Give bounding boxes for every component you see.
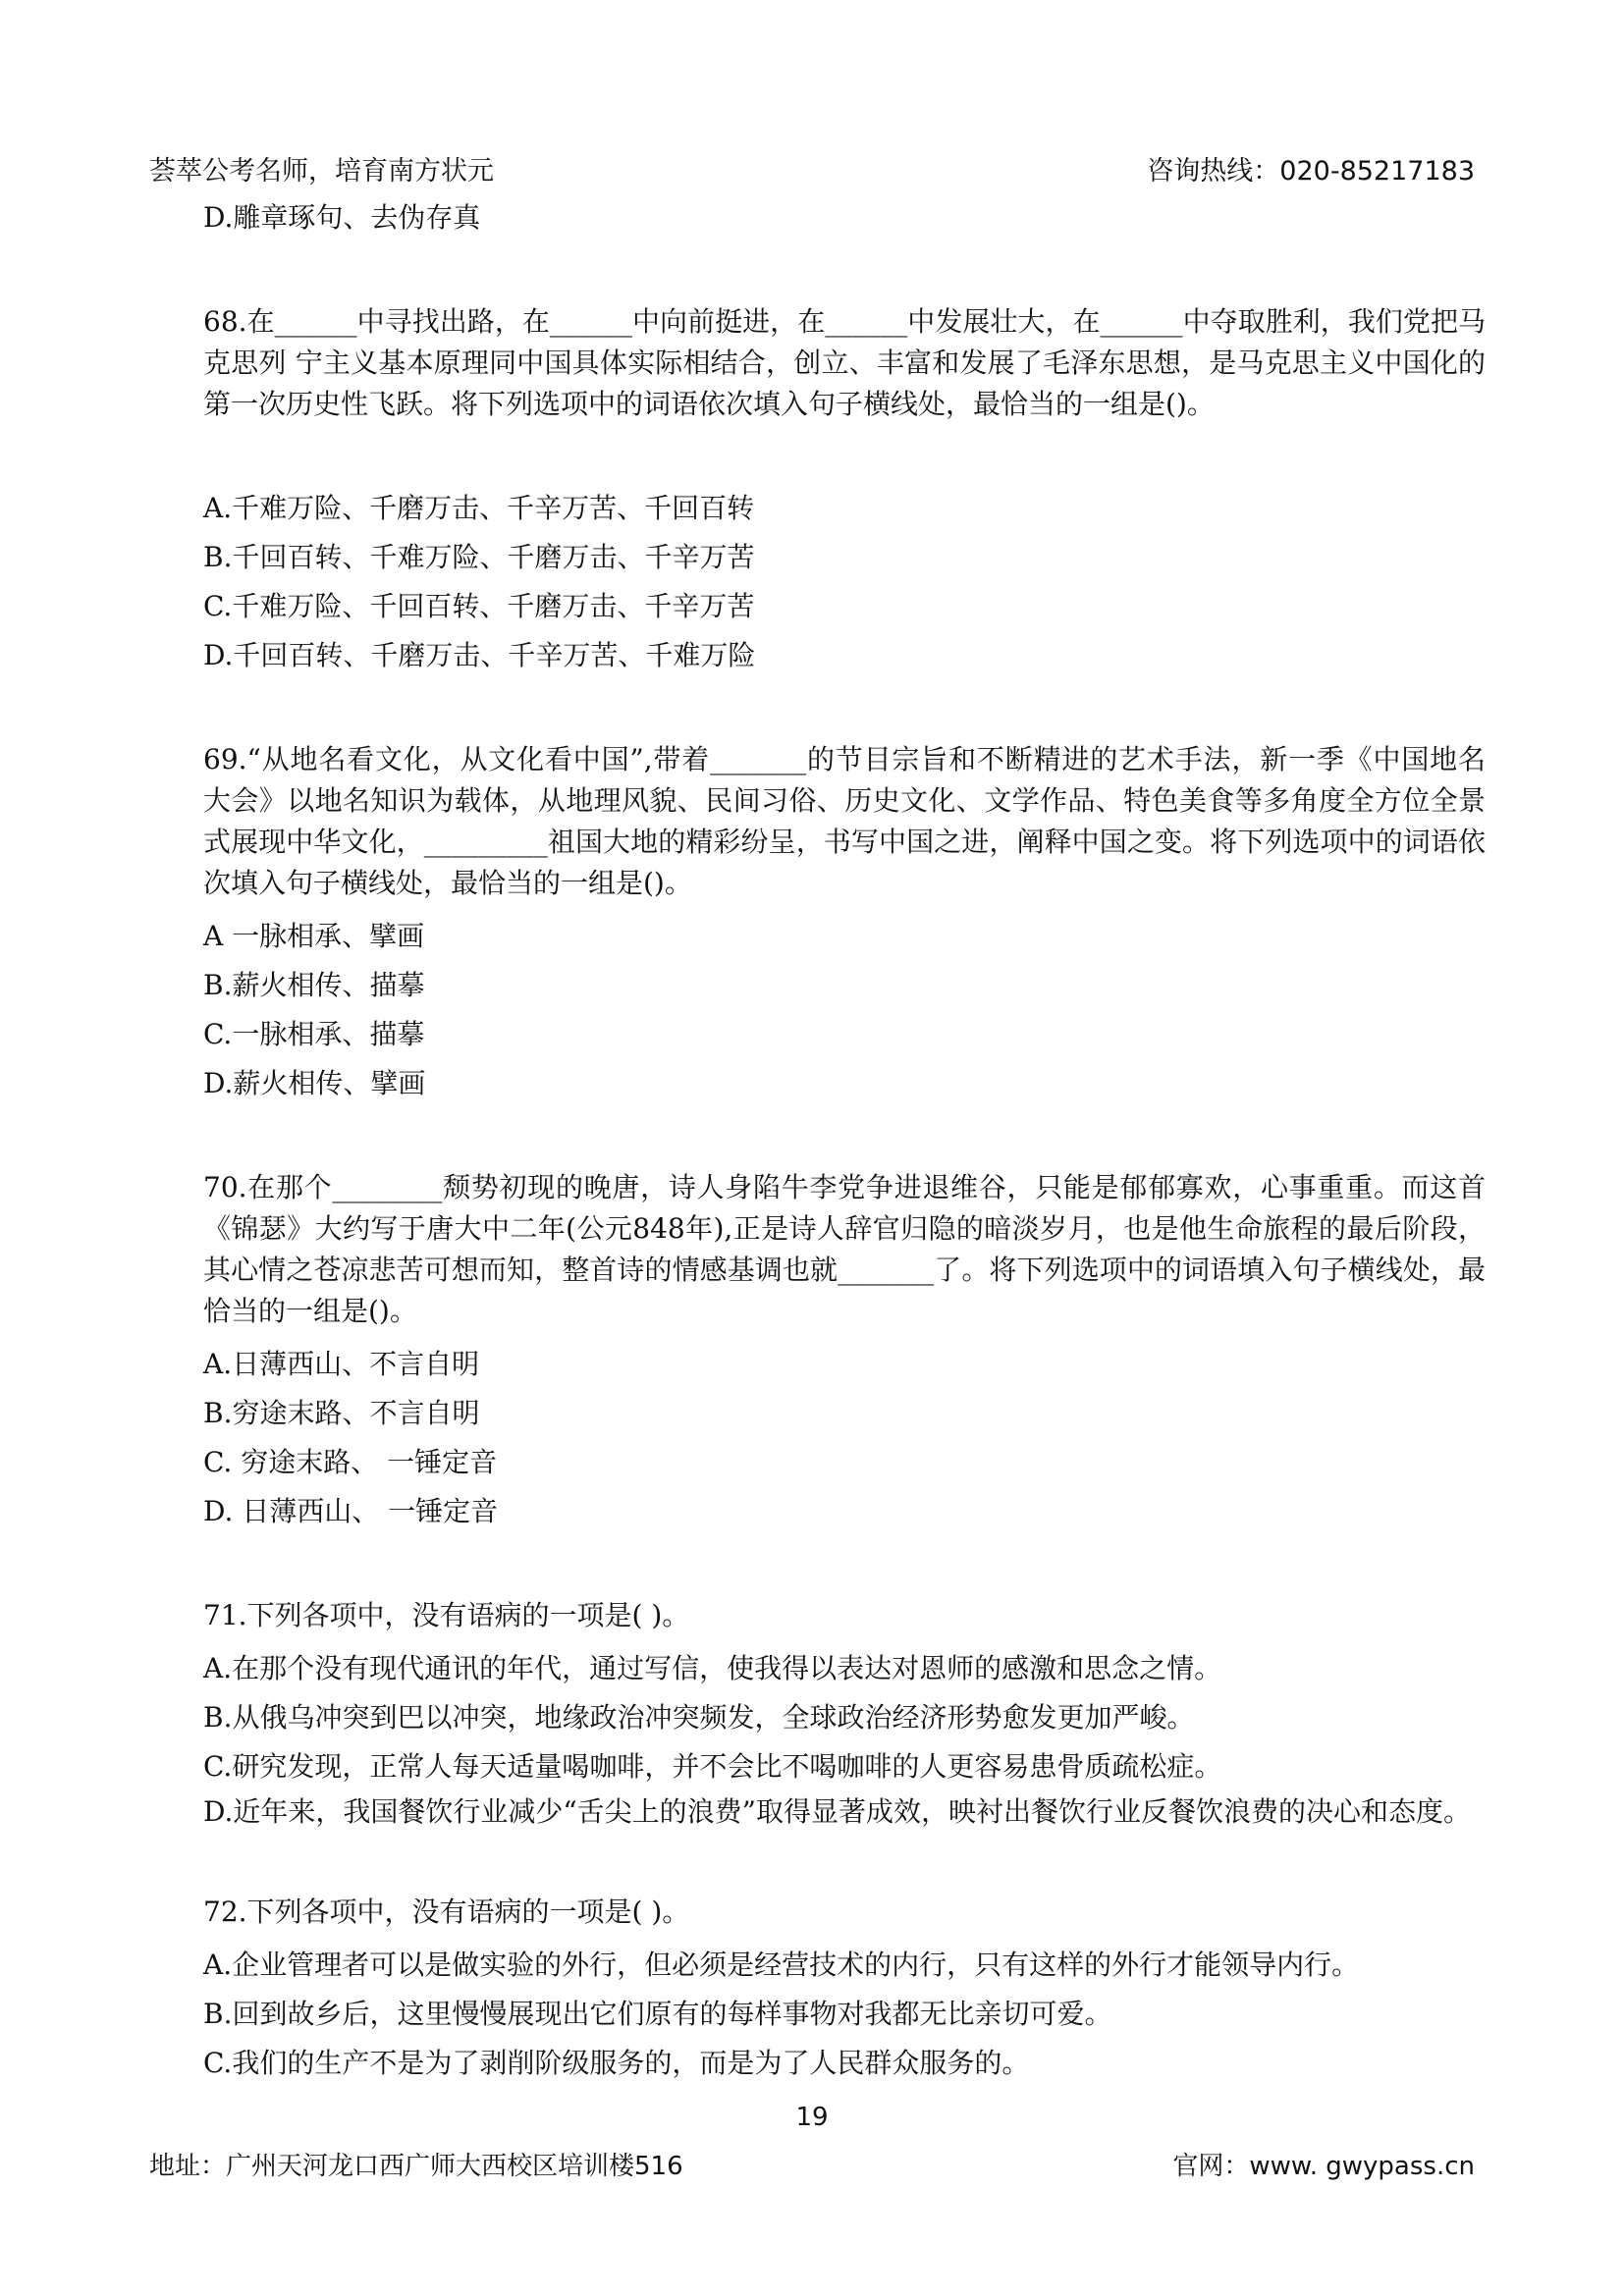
document-body xyxy=(203,193,1486,2088)
question-69-option-c: C.一脉相承、描摹 xyxy=(203,1018,425,1050)
page-footer xyxy=(149,2103,1475,2181)
question-67-option-d: D.雕章琢句、去伪存真 xyxy=(203,201,481,234)
question-68-option-d: D.千回百转、千磨万击、千辛万苦、千难万险 xyxy=(203,639,756,671)
header-slogan: 荟萃公考名师，培育南方状元 xyxy=(149,156,494,187)
question-68 xyxy=(203,301,1486,680)
page-number: 19 xyxy=(795,2103,829,2132)
question-69-option-d: D.薪火相传、擘画 xyxy=(203,1067,426,1099)
question-70-option-b: B.穷途末路、不言自明 xyxy=(203,1397,480,1429)
footer-address: 地址：广州天河龙口西广师大西校区培训楼516 xyxy=(149,2152,683,2181)
question-69-stem: 69.“从地名看文化，从文化看中国”,带着_______的节目宗旨和不断精进的艺术手法，新一季《中国地名 大会》以地名知识为载体，从地理风貌、民间习俗、历史文化、文学作品、特色美食等多角度全方位全景 式展现中华文化，_________祖国大地的精彩纷呈，书写中国之进，阐释中国之变。将下列选项中的词语依次填入句子横线处，最恰当的一组是()。 xyxy=(203,743,1486,899)
question-70-option-d: D. 日薄西山、 一锤定音 xyxy=(203,1495,499,1527)
question-71-option-a: A.在那个没有现代通讯的年代，通过写信，使我得以表达对恩师的感激和思念之情。 xyxy=(203,1652,1222,1684)
question-71-option-b: B.从俄乌冲突到巴以冲突，地缘政治冲突频发，全球政治经济形势愈发更加严峻。 xyxy=(203,1701,1195,1734)
footer-website: 官网：www. gwypass.cn xyxy=(1172,2152,1475,2181)
question-72-option-b: B.回到故乡后，这里慢慢展现出它们原有的每样事物对我都无比亲切可爱。 xyxy=(203,1998,1112,2030)
question-69 xyxy=(203,739,1486,1108)
question-71 xyxy=(203,1595,1486,1833)
header-hotline: 咨询热线：020-85217183 xyxy=(1147,156,1475,187)
question-72-stem: 72.下列各项中，没有语病的一项是( )。 xyxy=(203,1896,690,1928)
question-70-option-a: A.日薄西山、不言自明 xyxy=(203,1348,480,1380)
question-68-option-a: A.千难万险、千磨万击、千辛万苦、千回百转 xyxy=(203,492,755,524)
question-72-option-a: A.企业管理者可以是做实验的外行，但必须是经营技术的内行，只有这样的外行才能领导内行。 xyxy=(203,1949,1360,1981)
question-69-option-b: B.薪火相传、描摹 xyxy=(203,969,425,1001)
question-69-option-a: A 一脉相承、擘画 xyxy=(203,920,425,952)
question-68-option-b: B.千回百转、千难万险、千磨万击、千辛万苦 xyxy=(203,541,755,573)
question-68-option-c: C.千难万险、千回百转、千磨万击、千辛万苦 xyxy=(203,590,755,622)
question-71-option-d: D.近年来，我国餐饮行业减少“舌尖上的浪费”取得显著成效，映衬出餐饮行业反餐饮浪费的决心和态度。 xyxy=(203,1795,1471,1828)
question-72 xyxy=(203,1892,1486,2088)
question-71-option-c: C.研究发现，正常人每天适量喝咖啡，并不会比不喝咖啡的人更容易患骨质疏松症。 xyxy=(203,1750,1222,1783)
question-70-stem: 70.在那个________颓势初现的晚唐，诗人身陷牛李党争进退维谷，只能是郁郁寡欢，心事重重。而这首《锦瑟》大约写于唐大中二年(公元848年),正是诗人辞官归隐的暗淡岁月，也是他生命旅程的最后阶段，其心情之苍凉悲苦可想而知，整首诗的情感基调也就_______了。将下列选项中的词语填入句子横线处，最恰当的一组是()。 xyxy=(203,1171,1486,1327)
question-70-option-c: C. 穷途末路、 一锤定音 xyxy=(203,1446,498,1478)
question-70 xyxy=(203,1167,1486,1536)
question-71-stem: 71.下列各项中，没有语病的一项是( )。 xyxy=(203,1599,690,1631)
page-header xyxy=(149,149,1475,188)
question-68-stem: 68.在______中寻找出路，在______中向前挺进，在______中发展壮大，在______中夺取胜利，我们党把马克思列 宁主义基本原理同中国具体实际相结合，创立、丰富和发展了毛泽东思想，是马克思主义中国化的第一次历史性飞跃。将下列选项中的词语依次填入句子横线处，最恰当的一组是()。 xyxy=(203,305,1486,420)
question-72-option-c: C.我们的生产不是为了剥削阶级服务的，而是为了人民群众服务的。 xyxy=(203,2047,1030,2079)
